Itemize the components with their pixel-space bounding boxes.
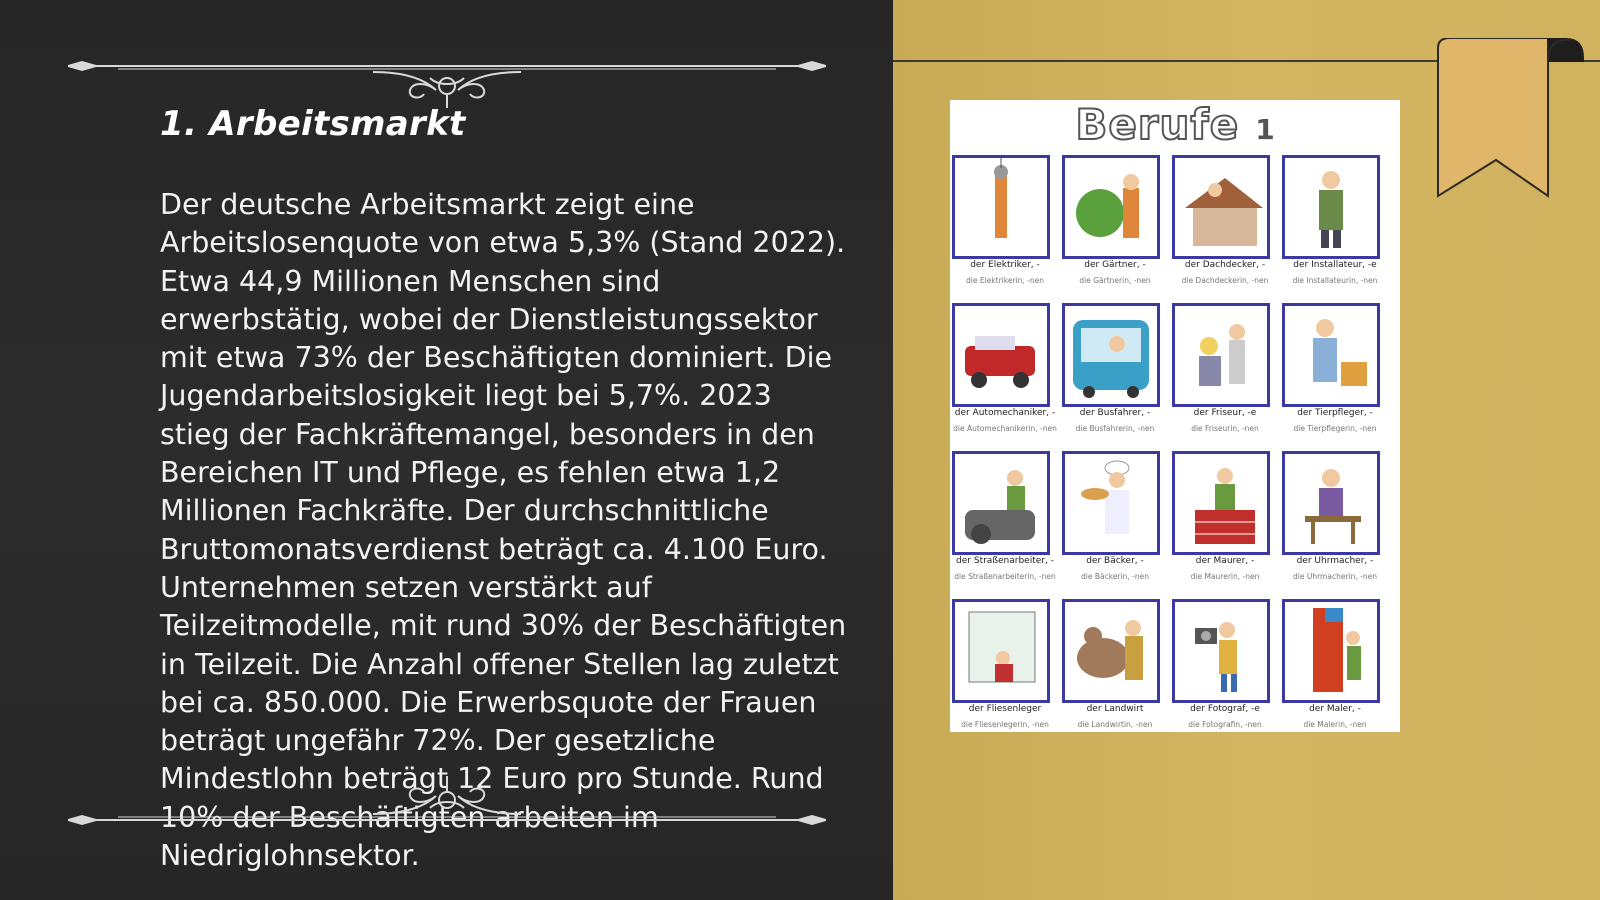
job-name-female: die Uhrmacherin, -nen [1293,572,1377,581]
job-name-female: die Maurerin, -nen [1190,572,1260,581]
job-card [1060,599,1170,732]
job-picture-frame [1062,451,1160,555]
job-name: der Tierpfleger, - [1297,408,1373,418]
job-picture-frame [1172,451,1270,555]
poster-title-number: 1 [1255,113,1275,146]
job-card [950,155,1060,303]
job-card [1170,155,1280,303]
photographer-illustration [1175,602,1267,700]
road-worker-illustration [955,454,1047,552]
poster-title-word: Berufe [1075,100,1240,149]
job-name: der Elektriker, - [970,260,1040,270]
bottom-ornament-divider [68,770,826,830]
job-picture-frame [1172,155,1270,259]
job-name-female: die Installateurin, -nen [1292,276,1378,285]
job-name-female: die Fliesenlegerin, -nen [961,720,1049,729]
job-name-female: die Automechanikerin, -nen [953,424,1057,433]
job-name: der Friseur, -e [1193,408,1257,418]
tiler-illustration [955,602,1047,700]
job-name: der Automechaniker, - [954,408,1056,418]
job-picture-frame [1062,155,1160,259]
job-card [1280,451,1390,599]
farmer-illustration [1065,602,1157,700]
plumber-illustration [1285,158,1377,256]
job-picture-frame [1282,599,1380,703]
bus-driver-illustration [1065,306,1157,404]
job-card [1280,599,1390,732]
car-mechanic-illustration [955,306,1047,404]
job-name-female: die Friseurin, -nen [1191,424,1259,433]
job-name-female: die Gärtnerin, -nen [1079,276,1151,285]
job-picture-frame [952,599,1050,703]
job-name: der Straßenarbeiter, - [956,556,1054,566]
job-picture-frame [1062,599,1160,703]
job-name: der Installateur, -e [1293,260,1377,270]
job-picture-frame [952,155,1050,259]
job-name-female: die Fotografin, -nen [1188,720,1262,729]
bookmark-ribbon-icon [1436,38,1586,198]
job-picture-frame [1282,155,1380,259]
job-card [1060,303,1170,451]
gardener-illustration [1065,158,1157,256]
job-name: der Busfahrer, - [1079,408,1151,418]
job-name: der Fliesenleger [968,704,1042,714]
job-card [1060,155,1170,303]
job-card [1060,451,1170,599]
job-name: der Gärtner, - [1084,260,1146,270]
job-card [950,303,1060,451]
job-picture-frame [1172,303,1270,407]
job-name-female: die Dachdeckerin, -nen [1181,276,1269,285]
animal-keeper-illustration [1285,306,1377,404]
job-card [1170,303,1280,451]
hairdresser-illustration [1175,306,1267,404]
job-name-female: die Bäckerin, -nen [1081,572,1149,581]
job-card [950,451,1060,599]
slide-title: 1. Arbeitsmarkt [160,104,466,144]
job-name: der Landwirt [1086,704,1144,714]
job-name: der Fotograf, -e [1190,704,1260,714]
poster-title [950,100,1400,150]
baker-illustration [1065,454,1157,552]
job-name-female: die Elektrikerin, -nen [966,276,1044,285]
roofer-illustration [1175,158,1267,256]
job-card [950,599,1060,732]
bricklayer-illustration [1175,454,1267,552]
job-card [1170,451,1280,599]
job-picture-frame [1172,599,1270,703]
watchmaker-illustration [1285,454,1377,552]
painter-illustration [1285,602,1377,700]
electrician-illustration [955,158,1047,256]
slide-body-text: Der deutsche Arbeitsmarkt zeigt eine Arbeitslosenquote von etwa 5,3% (Stand 2022). Etwa 44,9 Millionen Menschen sind erwerbstätig, wobei der Dienstleistungssektor mit etwa 73% der Beschäftigten dominiert. Die Jugendarbeitslosigkeit liegt bei 5,7%. 2023 stieg der Fachkräftemangel, besonders in den Bereichen IT und Pflege, es fehlen etwa 1,2 Millionen Fachkräfte. Der durchschnittliche Bruttomonatsverdienst beträgt ca. 4.100 Euro. Unternehmen setzen verstärkt auf Teilzeitmodelle, mit rund 30% der Beschäftigten in Teilzeit. Die Anzahl offener Stellen lag zuletzt bei ca. 850.000. Die Erwerbsquote der Frauen beträgt ungefähr 72%. Der gesetzliche Mindestlohn beträgt 12 Euro pro Stunde. Rund 10% der Beschäftigten arbeiten im Niedriglohnsektor. [160,188,847,873]
job-picture-frame [952,451,1050,555]
job-name-female: die Busfahrerin, -nen [1075,424,1155,433]
job-name: der Uhrmacher, - [1296,556,1374,566]
job-picture-frame [952,303,1050,407]
job-name: der Bäcker, - [1086,556,1144,566]
job-name: der Dachdecker, - [1184,260,1266,270]
job-name: der Maler, - [1309,704,1361,714]
job-card [1280,303,1390,451]
job-name-female: die Tierpflegerin, -nen [1293,424,1377,433]
berufe-poster-image [950,100,1400,732]
job-name: der Maurer, - [1195,556,1255,566]
job-card [1170,599,1280,732]
job-name-female: die Malerin, -nen [1303,720,1367,729]
job-picture-frame [1282,451,1380,555]
job-name-female: die Straßenarbeiterin, -nen [954,572,1056,581]
job-name-female: die Landwirtin, -nen [1077,720,1153,729]
job-picture-frame [1062,303,1160,407]
job-picture-frame [1282,303,1380,407]
job-card [1280,155,1390,303]
